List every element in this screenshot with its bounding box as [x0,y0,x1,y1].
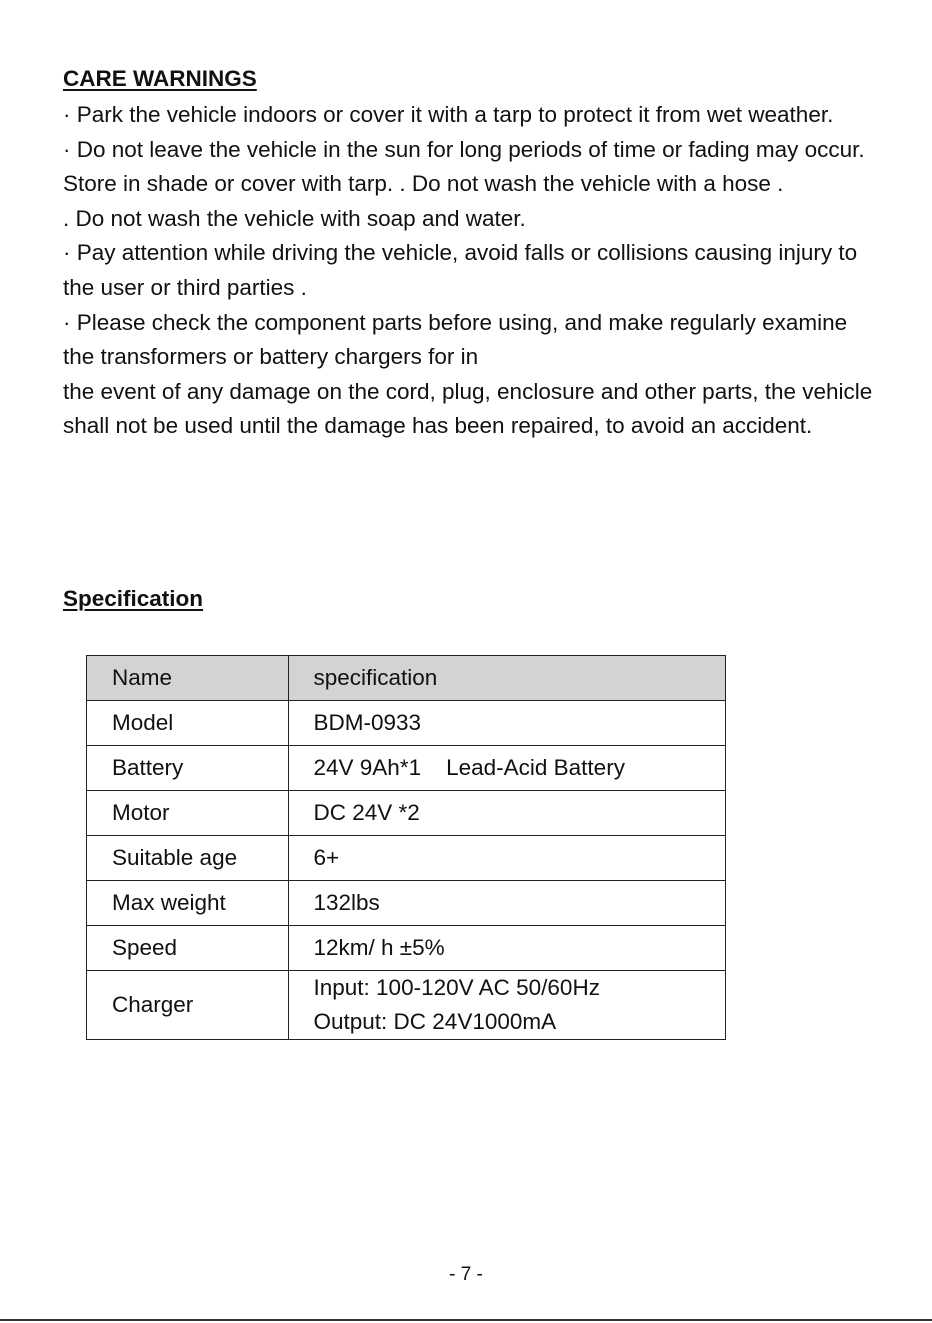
row-value: 132lbs [288,881,726,926]
table-row [87,791,726,836]
row-label: Charger [87,971,289,1040]
column-header-name: Name [87,656,289,701]
charger-output: Output: DC 24V1000mA [313,1009,557,1034]
column-header-specification: specification [288,656,726,701]
care-warnings-list [63,98,883,444]
table-row [87,701,726,746]
table-row [87,881,726,926]
warning-item-soap-water: . Do not wash the vehicle with soap and water. [63,205,526,231]
table-header-row [87,656,726,701]
row-value: 24V 9Ah*1 Lead-Acid Battery [288,746,726,791]
warning-item-damage: the event of any damage on the cord, plug, enclosure and other parts, the vehicle shall not be used until the damage has been repaired, to avoid an accident. [63,378,873,439]
row-label: Suitable age [87,836,289,881]
row-value: 6+ [288,836,726,881]
page-number: - 7 - [449,1264,483,1285]
table-row [87,926,726,971]
warning-item-sun-fading: · Do not leave the vehicle in the sun for long periods of time or fading may occur. Store in shade or cover with tarp. . Do not wash the vehicle with a hose . [63,136,865,197]
specification-table [86,655,726,1040]
row-label: Motor [87,791,289,836]
row-label: Max weight [87,881,289,926]
row-value: DC 24V *2 [288,791,726,836]
bottom-divider [0,1319,932,1321]
charger-values [288,971,726,1040]
warning-item-attention: · Pay attention while driving the vehicle, avoid falls or collisions causing injury to the user or third parties . [63,240,858,300]
row-value: BDM-0933 [288,701,726,746]
table-row [87,746,726,791]
specification-heading: Specification [63,586,204,611]
warning-item-wet-weather: · Park the vehicle indoors or cover it with a tarp to protect it from wet weather. [63,102,834,127]
care-warnings-heading: CARE WARNINGS [63,66,257,91]
table-row [87,836,726,881]
table-row-charger [87,971,726,1040]
row-label: Speed [87,926,289,971]
row-label: Model [87,701,289,746]
row-value: 12km/ h ±5% [288,926,726,971]
warning-item-check-parts: · Please check the component parts before using, and make regularly examine the transformers or battery chargers for in [63,309,848,370]
row-label: Battery [87,746,289,791]
charger-input: Input: 100-120V AC 50/60Hz [313,975,600,1000]
